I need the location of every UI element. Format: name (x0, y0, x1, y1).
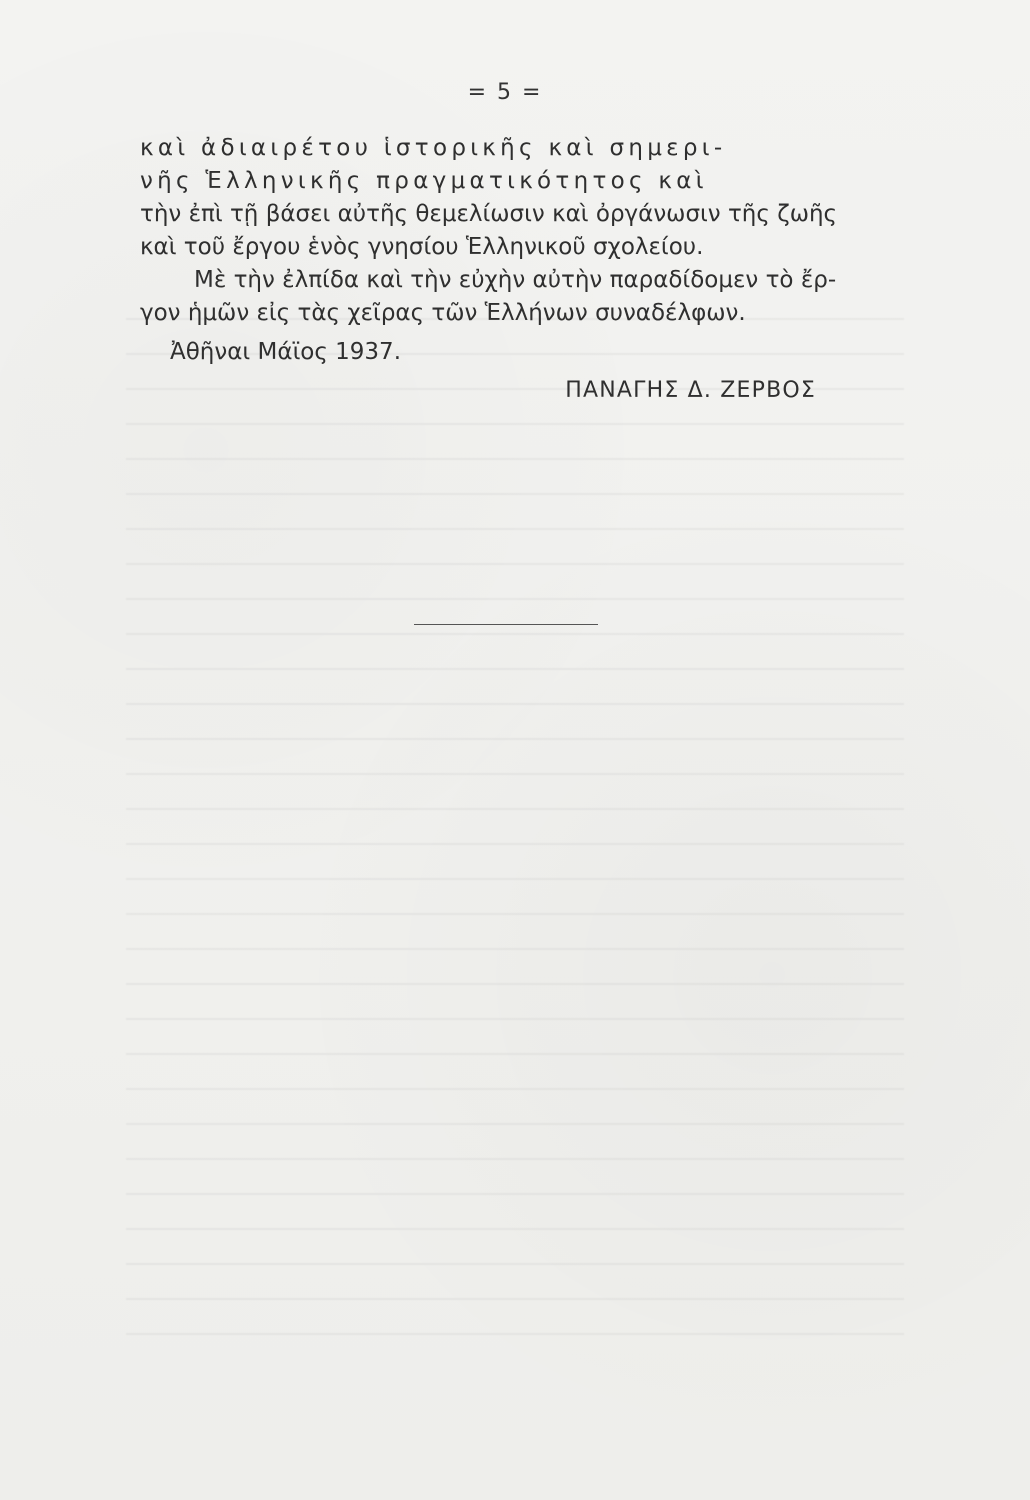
section-divider (414, 624, 598, 625)
closing-block (138, 336, 880, 410)
author-signature: ΠΑΝΑΓΗΣ Δ. ΖΕΡΒΟΣ (565, 378, 816, 403)
page-number: = 5 = (467, 80, 543, 105)
paragraph-line-2: νῆς Ἑλληνικῆς πραγματικότητος καὶ (140, 168, 708, 194)
paragraph-line-1: καὶ ἀδιαιρέτου ἱστορικῆς καὶ σημερι- (140, 135, 727, 161)
main-text (140, 132, 880, 330)
paragraph-line-6: γον ἡμῶν εἰς τὰς χεῖρας τῶν Ἑλλήνων συναδέλφων. (140, 300, 746, 326)
paragraph-line-4: καὶ τοῦ ἔργου ἑνὸς γνησίου Ἑλληνικοῦ σχολείου. (140, 234, 704, 260)
show-through-texture (126, 300, 904, 1360)
place-date: Ἀθῆναι Μάϊος 1937. (170, 339, 401, 365)
paragraph-line-3: τὴν ἐπὶ τῇ βάσει αὐτῆς θεμελίωσιν καὶ ὀργάνωσιν τῆς ζωῆς (140, 201, 838, 227)
paragraph-line-5: Μὲ τὴν ἐλπίδα καὶ τὴν εὐχὴν αὐτὴν παραδίδομεν τὸ ἔρ- (194, 267, 837, 293)
